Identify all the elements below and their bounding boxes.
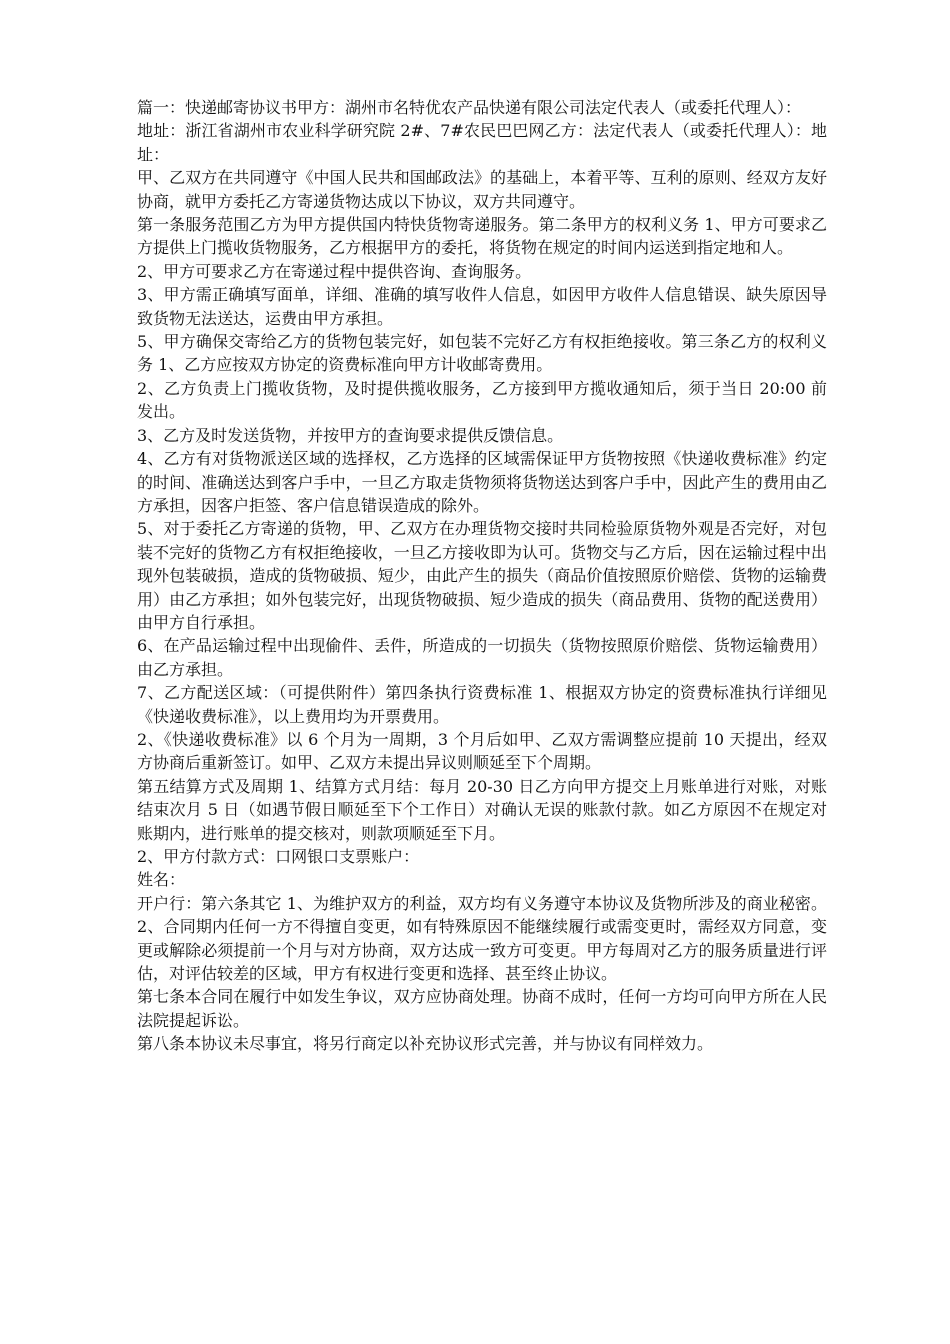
paragraph-item: 5、甲方确保交寄给乙方的货物包装完好，如包装不完好乙方有权拒绝接收。第三条乙方的权利义务 1、乙方应按双方协定的资费标准向甲方计收邮寄费用。 (137, 332, 827, 375)
paragraph-item: 7、乙方配送区域：（可提供附件）第四条执行资费标准 1、根据双方协定的资费标准执行详细见《快递收费标准》，以上费用均为开票费用。 (137, 683, 827, 726)
paragraph-address: 地址：浙江省湖州市农业科学研究院 2#、7#农民巴巴网乙方：法定代表人（或委托代理人）：地址： (137, 121, 827, 164)
paragraph-item: 3、甲方需正确填写面单，详细、准确的填写收件人信息，如因甲方收件人信息错误、缺失原因导致货物无法送达，运费由甲方承担。 (137, 285, 827, 328)
paragraph-item: 2、甲方可要求乙方在寄递过程中提供咨询、查询服务。 (137, 261, 532, 281)
paragraph-article-6: 开户行：第六条其它 1、为维护双方的利益，双方均有义务遵守本协议及货物所涉及的商业秘密。2、合同期内任何一方不得擅自变更，如有特殊原因不能继续履行或需变更时，需经双方同意，变更或解除必须提前一个月与对方协商，双方达成一致方可变更。甲方每周对乙方的服务质量进行评估，对评估较差的区域，甲方有权进行变更和选择、甚至终止协议。 (137, 893, 827, 984)
paragraph-item: 4、乙方有对货物派送区域的选择权，乙方选择的区域需保证甲方货物按照《快递收费标准》约定的时间、准确送达到客户手中，一旦乙方取走货物须将货物送达到客户手中，因此产生的费用由乙方承担，因客户拒签、客户信息错误造成的除外。 (137, 449, 827, 515)
paragraph-item: 3、乙方及时发送货物，并按甲方的查询要求提供反馈信息。 (137, 425, 564, 445)
paragraph-article-8: 第八条本协议未尽事宜，将另行商定以补充协议形式完善，并与协议有同样效力。 (137, 1034, 714, 1054)
paragraph-title: 篇一：快递邮寄协议书甲方：湖州市名特优农产品快递有限公司法定代表人（或委托代理人）： (137, 98, 802, 117)
paragraph-name-field: 姓名： (137, 870, 186, 890)
paragraph-payment-method: 2、甲方付款方式：口网银口支票账户： (137, 847, 420, 866)
paragraph-item: 5、对于委托乙方寄递的货物，甲、乙双方在办理货物交接时共同检验原货物外观是否完好，对包装不完好的货物乙方有权拒绝接收，一旦乙方接收即为认可。货物交与乙方后，因在运输过程中出现外包装破损，造成的货物破损、短少，由此产生的损失（商品价值按照原价赔偿、货物的运输费用）由乙方承担；如外包装完好，出现货物破损、短少造成的损失（商品费用、货物的配送费用）由甲方自行承担。 (137, 519, 827, 632)
paragraph-article-1-2: 第一条服务范围乙方为甲方提供国内特快货物寄递服务。第二条甲方的权利义务 1、甲方可要求乙方提供上门揽收货物服务，乙方根据甲方的委托，将货物在规定的时间内运送到指定地和人。 (137, 215, 827, 258)
document-body (137, 96, 827, 1056)
paragraph-item: 6、在产品运输过程中出现偷件、丢件，所造成的一切损失（货物按照原价赔偿、货物运输费用）由乙方承担。 (137, 636, 827, 679)
paragraph-item: 2、《快递收费标准》以 6 个月为一周期，3 个月后如甲、乙双方需调整应提前 10 天提出，经双方协商后重新签订。如甲、乙双方未提出异议则顺延至下个周期。 (137, 729, 827, 773)
paragraph-item: 2、乙方负责上门揽收货物，及时提供揽收服务，乙方接到甲方揽收通知后，须于当日 20:00 前发出。 (137, 378, 827, 422)
paragraph-article-5: 第五结算方式及周期 1、结算方式月结：每月 20-30 日乙方向甲方提交上月账单进行对账，对账结束次月 5 日（如遇节假日顺延至下个工作日）对确认无误的账款付款。如乙方原因不在规定对账期内，进行账单的提交核对，则款项顺延至下月。 (137, 776, 827, 843)
paragraph-article-7: 第七条本合同在履行中如发生争议，双方应协商处理。协商不成时，任何一方均可向甲方所在人民法院提起诉讼。 (137, 987, 827, 1030)
paragraph-preamble: 甲、乙双方在共同遵守《中国人民共和国邮政法》的基础上，本着平等、互利的原则、经双方友好协商，就甲方委托乙方寄递货物达成以下协议，双方共同遵守。 (137, 168, 827, 211)
